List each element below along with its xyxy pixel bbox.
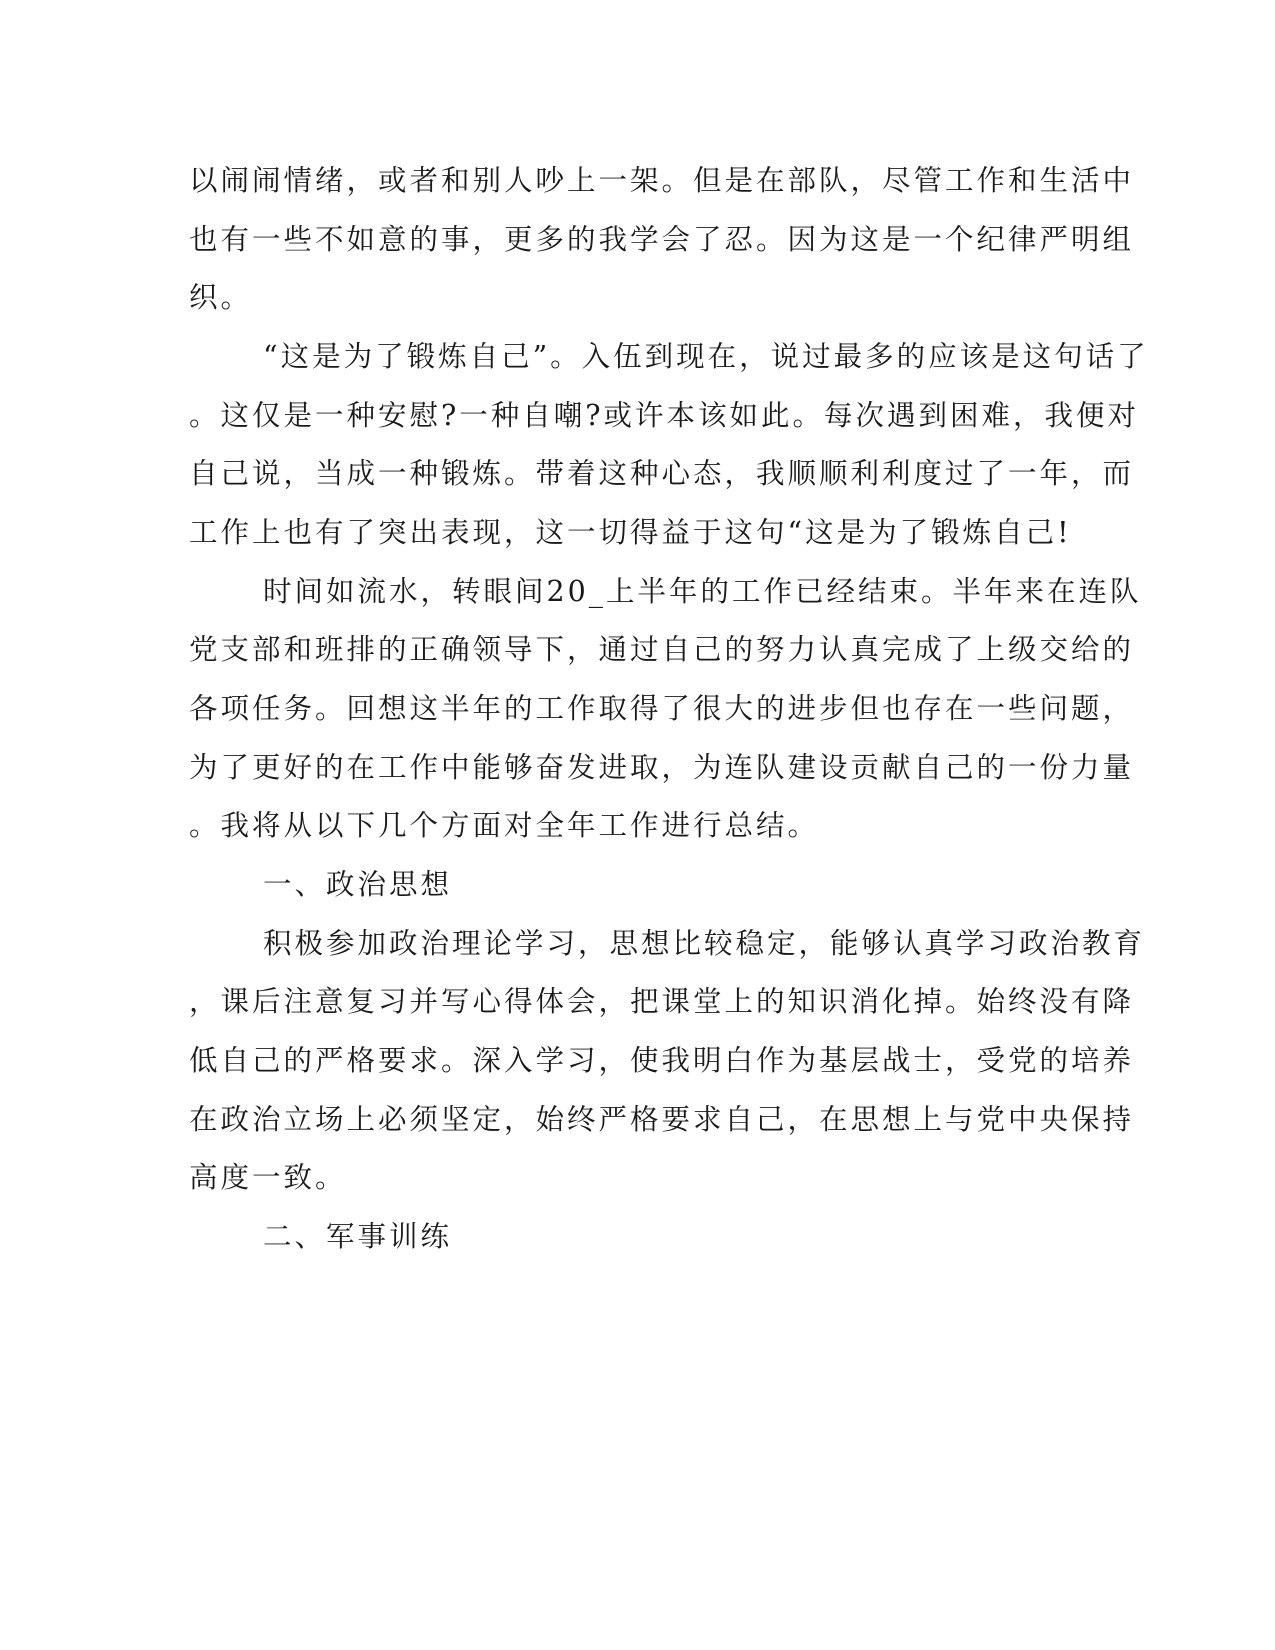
paragraph-line: 积极参加政治理论学习，思想比较稳定，能够认真学习政治教育: [263, 927, 1146, 960]
paragraph-line: 在政治立场上必须坚定，始终严格要求自己，在思想上与党中央保持: [189, 1103, 1135, 1136]
paragraph-line: 。我将从以下几个方面对全年工作进行总结。: [189, 809, 820, 842]
paragraph-line: 工作上也有了突出表现，这一切得益于这句“这是为了锻炼自己!: [189, 516, 1072, 549]
paragraph-line: 自己说，当成一种锻炼。带着这种心态，我顺顺利利度过了一年，而: [189, 457, 1135, 490]
paragraph-line: 织。: [189, 281, 253, 314]
section-heading: 一、政治思想: [263, 868, 453, 901]
paragraph-line: 。这仅是一种安慰?一种自嘲?或许本该如此。每次遇到困难，我便对: [189, 399, 1140, 432]
paragraph-line: 各项任务。回想这半年的工作取得了很大的进步但也存在一些问题，: [189, 692, 1135, 725]
paragraph-line: “这是为了锻炼自己”。入伍到现在，说过最多的应该是这句话了: [263, 340, 1149, 373]
paragraph-line: 以闹闹情绪，或者和别人吵上一架。但是在部队，尽管工作和生活中: [189, 164, 1135, 197]
paragraph-line: 党支部和班排的正确领导下，通过自己的努力认真完成了上级交给的: [189, 633, 1135, 666]
paragraph-line: 为了更好的在工作中能够奋发进取，为连队建设贡献自己的一份力量: [189, 751, 1135, 784]
section-heading: 二、军事训练: [263, 1220, 453, 1253]
paragraph-line: 高度一致。: [189, 1161, 347, 1194]
paragraph-line: 时间如流水，转眼间20_上半年的工作已经结束。半年来在连队: [263, 575, 1142, 608]
paragraph-line: ，课后注意复习并写心得体会，把课堂上的知识消化掉。始终没有降: [189, 985, 1135, 1018]
paragraph-line: 低自己的严格要求。深入学习，使我明白作为基层战士，受党的培养: [189, 1044, 1135, 1077]
paragraph-line: 也有一些不如意的事，更多的我学会了忍。因为这是一个纪律严明组: [189, 223, 1135, 256]
